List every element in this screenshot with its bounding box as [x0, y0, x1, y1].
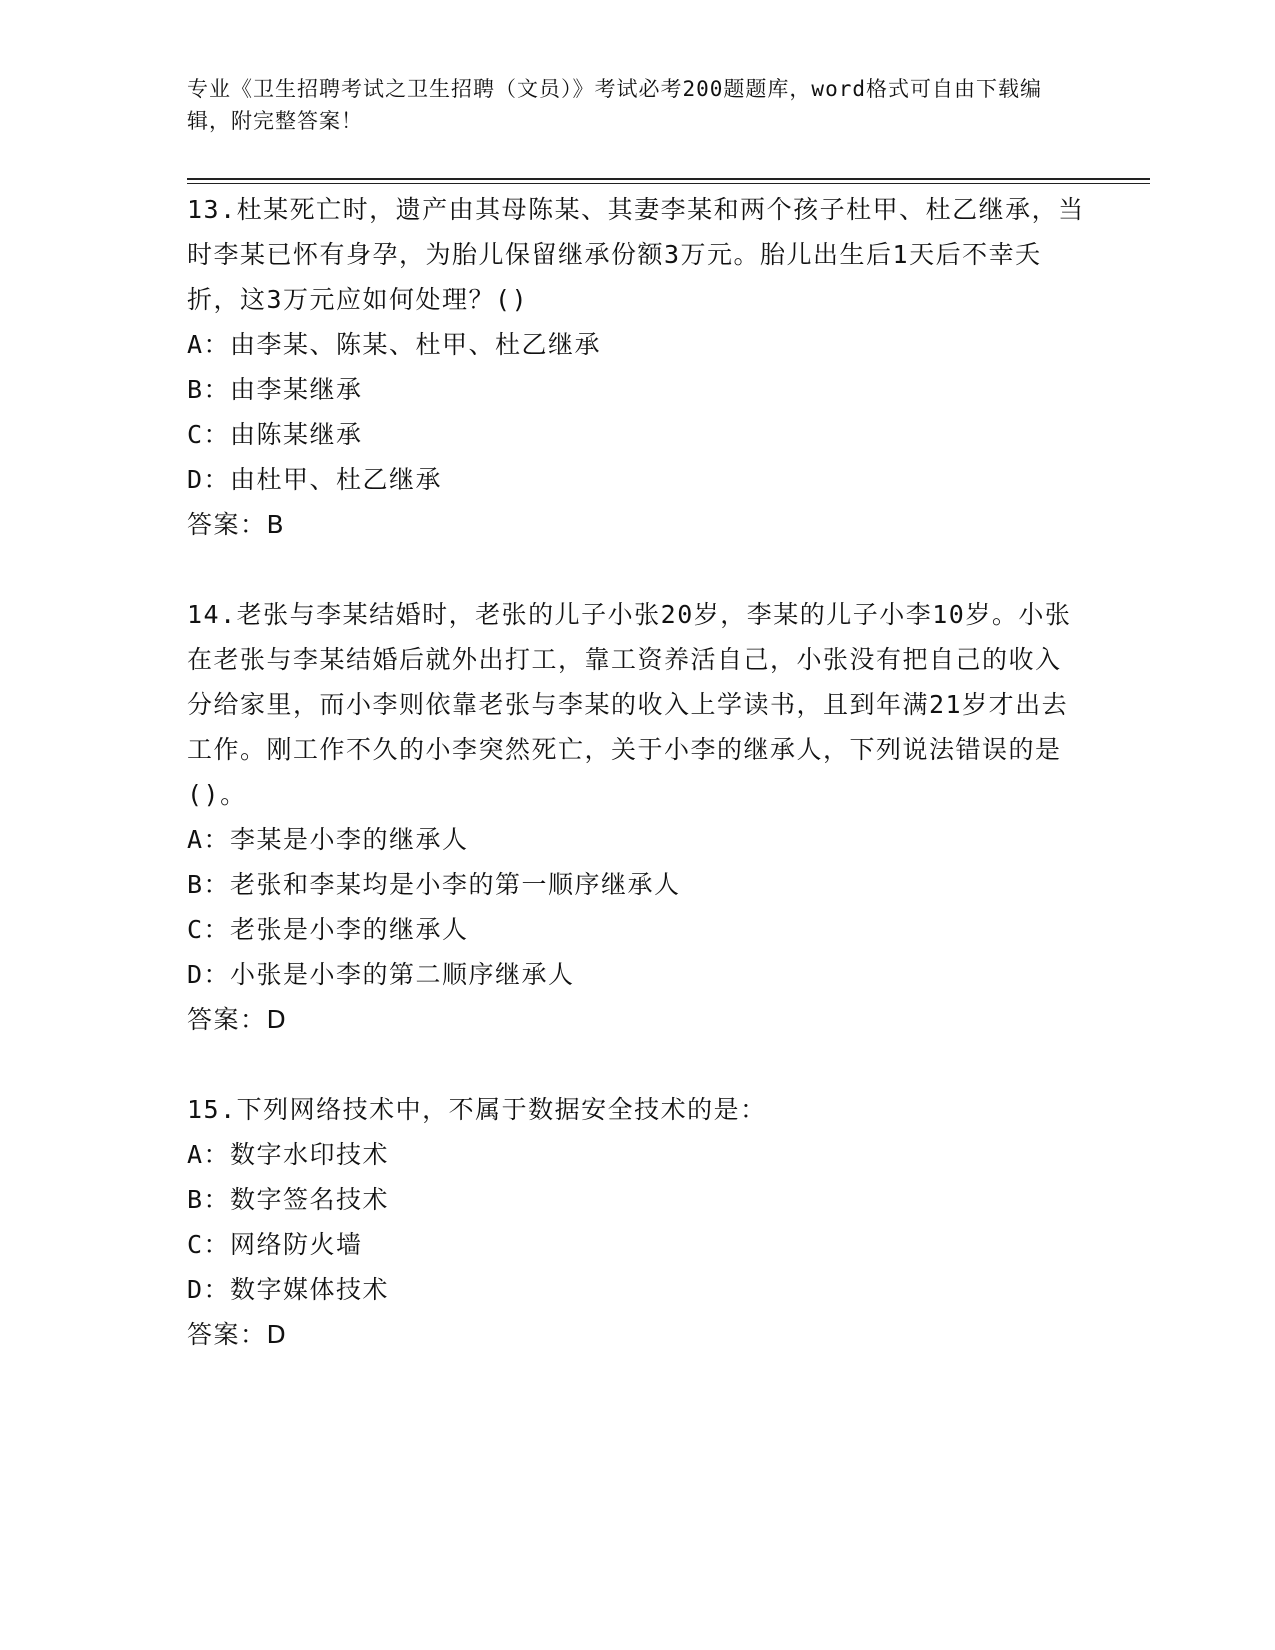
option-b: B：由李某继承	[187, 375, 363, 404]
option-d: D：由杜甲、杜乙继承	[187, 465, 443, 494]
option-d: D：小张是小李的第二顺序继承人	[187, 960, 575, 989]
option-c: C：老张是小李的继承人	[187, 915, 469, 944]
option-a: A：由李某、陈某、杜甲、杜乙继承	[187, 330, 602, 359]
option-a: A：李某是小李的继承人	[187, 825, 469, 854]
option-a: A：数字水印技术	[187, 1140, 390, 1169]
question-stem: 14.老张与李某结婚时，老张的儿子小张20岁，李某的儿子小李10岁。小张在老张与李某结婚后就外出打工，靠工资养活自己，小张没有把自己的收入分给家里，而小李则依靠老张与李某的收入上学读书，且到年满21岁才出去工作。刚工作不久的小李突然死亡，关于小李的继承人，下列说法错误的是()。	[187, 600, 1072, 809]
question-14	[187, 592, 1087, 1042]
option-d: D：数字媒体技术	[187, 1275, 390, 1304]
answer: 答案：D	[187, 1005, 288, 1034]
option-b: B：老张和李某均是小李的第一顺序继承人	[187, 870, 681, 899]
answer: 答案：B	[187, 510, 286, 539]
question-list	[187, 187, 1087, 1402]
question-13	[187, 187, 1087, 547]
option-c: C：网络防火墙	[187, 1230, 363, 1259]
question-stem: 13.杜某死亡时，遗产由其母陈某、其妻李某和两个孩子杜甲、杜乙继承，当时李某已怀有身孕，为胎儿保留继承份额3万元。胎儿出生后1天后不幸夭折，这3万元应如何处理？()	[187, 195, 1085, 314]
header-rule-thin	[187, 183, 1150, 184]
question-stem: 15.下列网络技术中，不属于数据安全技术的是：	[187, 1095, 767, 1124]
answer: 答案：D	[187, 1320, 288, 1349]
header-rule-thick	[187, 178, 1150, 180]
option-c: C：由陈某继承	[187, 420, 363, 449]
document-header: 专业《卫生招聘考试之卫生招聘（文员）》考试必考200题题库，word格式可自由下载编辑，附完整答案！	[187, 77, 1042, 133]
option-b: B：数字签名技术	[187, 1185, 390, 1214]
question-15	[187, 1087, 1087, 1357]
